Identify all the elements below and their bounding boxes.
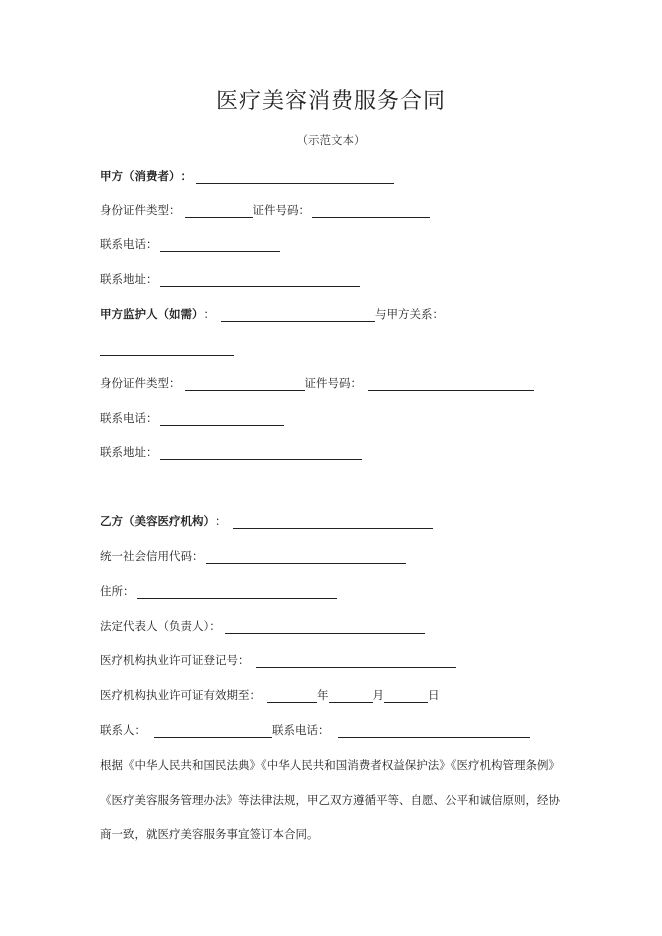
license-year-label: 年 [317, 688, 329, 702]
party-b-legal-rep-field[interactable] [225, 619, 425, 634]
party-a-address-label: 联系地址： [100, 272, 158, 286]
party-b-license-valid-label: 医疗机构执业许可证有效期至： [100, 688, 261, 702]
party-b-license-no-label: 医疗机构执业许可证登记号： [100, 653, 250, 667]
guardian-id-type-label: 身份证件类型： [100, 376, 181, 390]
guardian-address-row [100, 444, 362, 460]
party-a-phone-row [100, 236, 280, 252]
preamble-line-2: 《医疗美容服务管理办法》等法律法规，甲乙双方遵循平等、自愿、公平和诚信原则，经协 [100, 793, 560, 807]
party-b-license-no-field[interactable] [256, 653, 456, 668]
party-b-credit-code-field[interactable] [206, 549, 406, 564]
party-b-legal-rep-row [100, 618, 425, 634]
party-a-phone-field[interactable] [160, 237, 280, 252]
party-a-id-no-field[interactable] [312, 203, 430, 218]
party-b-license-valid-row [100, 687, 440, 703]
guardian-id-row [100, 375, 534, 391]
party-a-sep: ： [180, 169, 192, 183]
party-b-contact-label: 联系人： [100, 723, 146, 737]
party-b-legal-rep-label: 法定代表人（负责人）： [100, 619, 221, 633]
party-b-contact-field[interactable] [154, 723, 272, 738]
party-b-contact-row [100, 722, 530, 738]
document-subtitle: （示范文本） [296, 133, 366, 147]
party-b-residence-row [100, 583, 337, 599]
guardian-address-label: 联系地址： [100, 445, 158, 459]
guardian-address-field[interactable] [160, 445, 362, 460]
party-b-name-field[interactable] [233, 514, 433, 529]
license-month-label: 月 [372, 688, 384, 702]
document-title: 医疗美容消费服务合同 [215, 89, 446, 114]
party-a-name-field[interactable] [196, 169, 394, 184]
party-b-contact-phone-label: 联系电话： [272, 723, 330, 737]
party-b-contact-phone-field[interactable] [338, 723, 530, 738]
party-a-phone-label: 联系电话： [100, 237, 158, 251]
party-b-row [100, 513, 433, 529]
party-a-id-type-field[interactable] [185, 203, 253, 218]
license-day-label: 日 [428, 688, 440, 702]
party-b-residence-label: 住所： [100, 584, 135, 598]
guardian-id-type-field[interactable] [185, 376, 305, 391]
party-b-residence-field[interactable] [137, 584, 337, 599]
party-a-id-row [100, 202, 430, 218]
party-a-address-field[interactable] [160, 272, 360, 287]
guardian-phone-row [100, 410, 284, 426]
party-a-row [100, 168, 394, 184]
party-b-credit-row [100, 548, 406, 564]
guardian-relation-field[interactable] [100, 341, 234, 356]
guardian-id-no-label: 证件号码： [304, 376, 362, 390]
party-a-id-no-label: 证件号码： [252, 203, 310, 217]
guardian-row [100, 306, 444, 322]
party-a-label: 甲方（消费者） [100, 169, 181, 183]
guardian-name-field[interactable] [221, 307, 375, 322]
preamble-line-3: 商一致，就医疗美容服务事宜签订本合同。 [100, 827, 319, 841]
guardian-sep: ： [203, 307, 215, 321]
party-b-label: 乙方（美容医疗机构） [100, 514, 215, 528]
license-month-field[interactable] [329, 688, 373, 703]
guardian-phone-field[interactable] [160, 411, 284, 426]
guardian-label: 甲方监护人（如需） [100, 307, 204, 321]
party-b-license-row [100, 652, 456, 668]
party-b-credit-code-label: 统一社会信用代码： [100, 549, 204, 563]
party-a-address-row [100, 271, 360, 287]
guardian-relation-row [100, 340, 234, 356]
license-day-field[interactable] [384, 688, 428, 703]
party-a-id-type-label: 身份证件类型： [100, 203, 181, 217]
license-year-field[interactable] [267, 688, 317, 703]
guardian-id-no-field[interactable] [368, 376, 534, 391]
guardian-phone-label: 联系电话： [100, 411, 158, 425]
guardian-relation-label: 与甲方关系： [375, 307, 444, 321]
preamble-line-1: 根据《中华人民共和国民法典》《中华人民共和国消费者权益保护法》《医疗机构管理条例》 [100, 758, 560, 772]
party-b-sep: ： [215, 514, 227, 528]
